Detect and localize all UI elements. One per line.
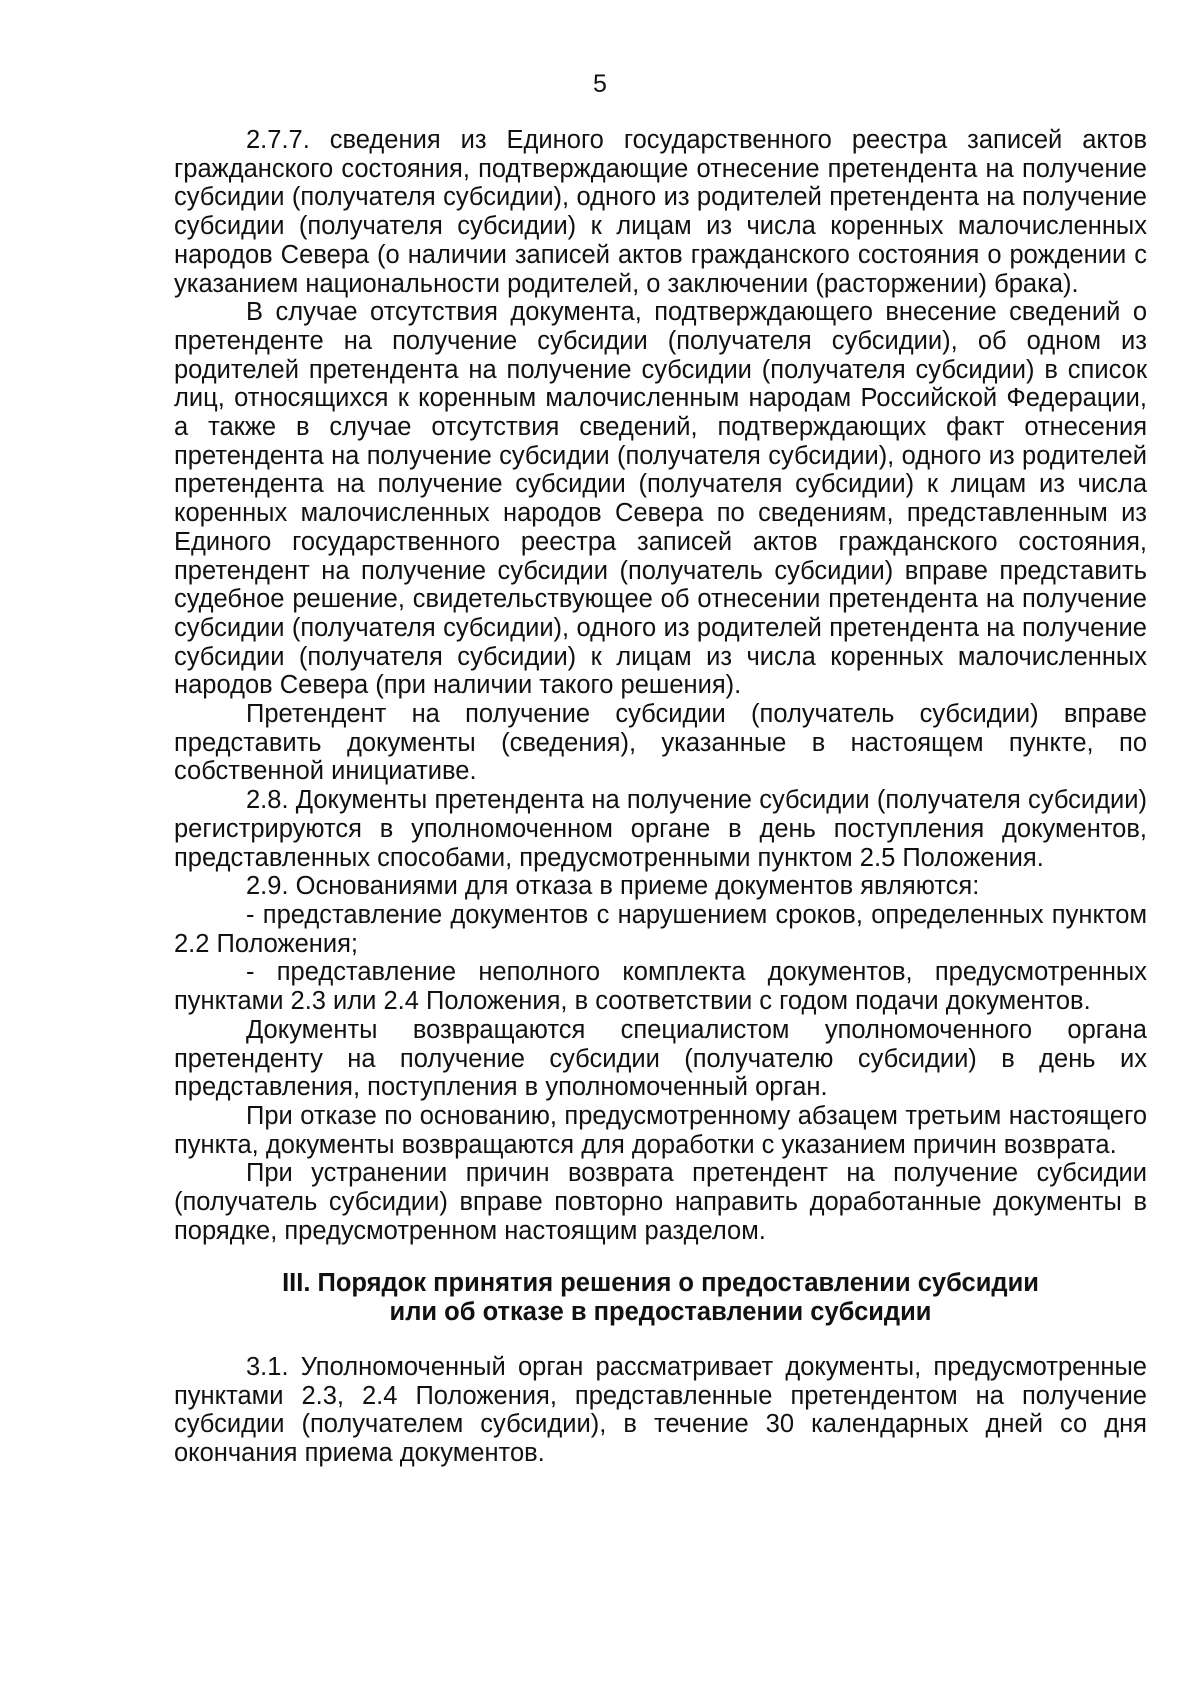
list-item-deadline-violation: - представление документов с нарушением сроков, определенных пунктом 2.2 Положения;: [174, 900, 1147, 958]
paragraph-court-decision: В случае отсутствия документа, подтверждающего внесение сведений о претенденте на получение субсидии (получателя субсидии), об одном из родителей претендента на получение субсидии (получателя субсидии) в список лиц, относящихся к коренным малочисленным народам Российской Федерации, а также в случае отсутствия сведений, подтверждающих факт отнесения претендента на получение субсидии (получателя субсидии), одного из родителей претендента на получение субсидии (получателя субсидии) к лицам из числа коренных малочисленных народов Севера по сведениям, представленным из Единого государственного реестра записей актов гражданского состояния, претендент на получение субсидии (получатель субсидии) вправе представить судебное решение, свидетельствующее об отнесении претендента на получение субсидии (получателя субсидии), одного из родителей претендента на получение субсидии (получателя субсидии) к лицам из числа коренных малочисленных народов Севера (при наличии такого решения).: [174, 298, 1147, 700]
paragraph-refusal-return: При отказе по основанию, предусмотренному абзацем третьим настоящего пункта, документы возвращаются для доработки с указанием причин возврата.: [174, 1101, 1147, 1159]
paragraph-resubmission: При устранении причин возврата претендент на получение субсидии (получатель субсидии) вправе повторно направить доработанные документы в порядке, предусмотренном настоящим разделом.: [174, 1159, 1147, 1245]
paragraph-2-9: 2.9. Основаниями для отказа в приеме документов являются:: [246, 872, 980, 901]
list-item-incomplete-set: - представление неполного комплекта документов, предусмотренных пунктами 2.3 или 2.4 Положения, в соответствии с годом подачи документов.: [174, 958, 1147, 1016]
paragraph-own-initiative: Претендент на получение субсидии (получатель субсидии) вправе представить документы (сведения), указанные в настоящем пункте, по собственной инициативе.: [174, 700, 1147, 786]
paragraph-3-1: 3.1. Уполномоченный орган рассматривает документы, предусмотренные пунктами 2.3, 2.4 Положения, представленные претендентом на получение субсидии (получателем субсидии), в течение 30 календарных дней со дня окончания приема документов.: [174, 1352, 1147, 1467]
paragraph-2-7-7: 2.7.7. сведения из Единого государственного реестра записей актов гражданского состояния, подтверждающие отнесение претендента на получение субсидии (получателя субсидии), одного из родителей претендента на получение субсидии (получателя субсидии) к лицам из числа коренных малочисленных народов Севера (о наличии записей актов гражданского состояния о рождении с указанием национальности родителей, о заключении (расторжении) брака).: [174, 126, 1147, 298]
section-heading: III. Порядок принятия решения о предоставлении субсидии или об отказе в предоставлении субсидии: [282, 1269, 1039, 1327]
paragraph-documents-returned: Документы возвращаются специалистом уполномоченного органа претенденту на получение субсидии (получателю субсидии) в день их представления, поступления в уполномоченный орган.: [174, 1015, 1147, 1102]
paragraph-2-8: 2.8. Документы претендента на получение субсидии (получателя субсидии) регистрируются в уполномоченном органе в день поступления документов, представленных способами, предусмотренными пунктом 2.5 Положения.: [174, 786, 1147, 872]
document-body: [174, 126, 1147, 1468]
page-number: 5: [593, 70, 607, 98]
